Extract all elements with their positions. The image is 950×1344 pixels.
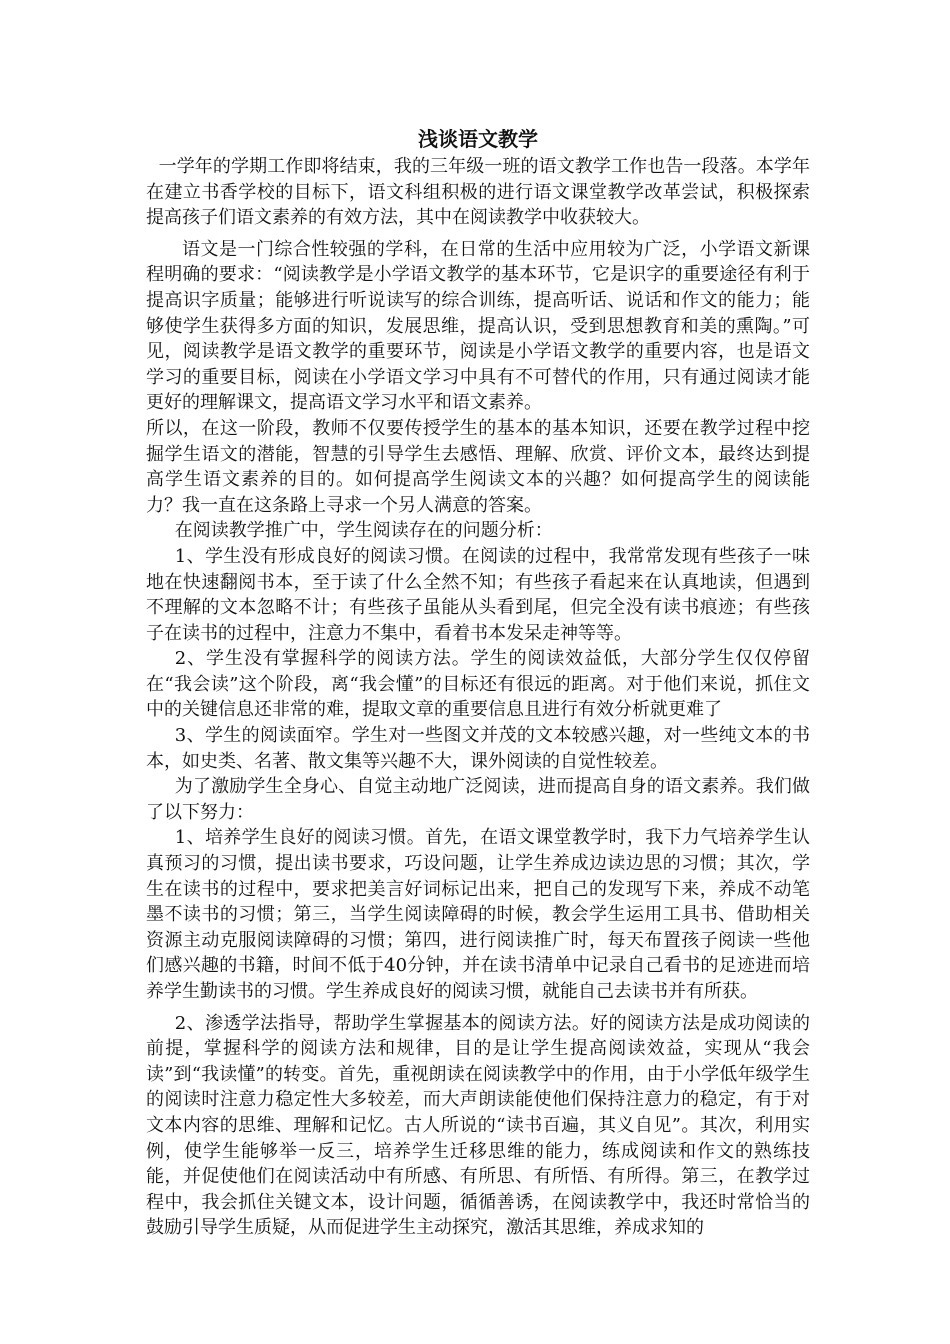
paragraph-effort-1: 1、培养学生良好的阅读习惯。首先，在语文课堂教学时，我下力气培养学生认真预习的习惯，提出读书要求，巧设问题，让学生养成边读边思的习惯；其次，学生在读书的过程中，要求把美言好词标记出来，把自己的发现写下来，养成不动笔墨不读书的习惯；第三，当学生阅读障碍的时候，教会学生运用工具书、借助相关资源主动克服阅读障碍的习惯；第四，进行阅读推广时，每天布置孩子阅读一些他们感兴趣的书籍，时间不低于40分钟，并在读书清单中记录自己看书的足迹进而培养学生勤读书的习惯。学生养成良好的阅读习惯，就能自己去读书并有所获。 — [146, 827, 810, 1002]
paragraph-therefore: 所以，在这一阶段，教师不仅要传授学生的基本的基本知识，还要在教学过程中挖掘学生语文的潜能，智慧的引导学生去感悟、理解、欣赏、评价文本，最终达到提高学生语文素养的目的。如何提高学生阅读文本的兴趣？如何提高学生的阅读能力？我一直在这条路上寻求一个另人满意的答案。 — [146, 417, 810, 516]
paragraph-efforts-intro: 为了激励学生全身心、自觉主动地广泛阅读，进而提高自身的语文素养。我们做了以下努力： — [146, 776, 810, 823]
paragraph-problem-1: 1、学生没有形成良好的阅读习惯。在阅读的过程中，我常常发现有些孩子一味地在快速翻阅书本，至于读了什么全然不知；有些孩子看起来在认真地读，但遇到不理解的文本忽略不计；有些孩子虽能从头看到尾，但完全没有读书痕迹；有些孩子在读书的过程中，注意力不集中，看着书本发呆走神等等。 — [146, 545, 810, 644]
paragraph-curriculum: 语文是一门综合性较强的学科，在日常的生活中应用较为广泛，小学语文新课程明确的要求：“阅读教学是小学语文教学的基本环节，它是识字的重要途径有利于提高识字质量；能够进行听说读写的综合训练，提高听话、说话和作文的能力；能够使学生获得多方面的知识，发展思维，提高认识，受到思想教育和美的熏陶。”可见，阅读教学是语文教学的重要环节，阅读是小学语文教学的重要内容，也是语文学习的重要目标，阅读在小学语文学习中具有不可替代的作用，只有通过阅读才能更好的理解课文，提高语文学习水平和语文素养。 — [146, 238, 810, 414]
paragraph-effort-2: 2、渗透学法指导，帮助学生掌握基本的阅读方法。好的阅读方法是成功阅读的前提，掌握科学的阅读方法和规律，目的是让学生提高阅读效益，实现从“我会读”到“我读懂”的转变。首先，重视朗读在阅读教学中的作用，由于小学低年级学生的阅读时注意力稳定性大多较差，而大声朗读能使他们保持注意力的稳定，有于对文本内容的思维、理解和记忆。古人所说的“读书百遍，其义自见”。其次，利用实例，使学生能够举一反三，培养学生迁移思维的能力，练成阅读和作文的熟练技能，并促使他们在阅读活动中有所感、有所思、有所悟、有所得。第三，在教学过程中，我会抓住关键文本，设计问题，循循善诱，在阅读教学中，我还时常恰当的鼓励引导学生质疑，从而促进学生主动探究，激活其思维，养成求知的 — [146, 1012, 810, 1239]
paragraph-problem-2: 2、学生没有掌握科学的阅读方法。学生的阅读效益低，大部分学生仅仅停留在“我会读”这个阶段，离“我会懂”的目标还有很远的距离。对于他们来说，抓住文中的关键信息还非常的难，提取文章的重要信息且进行有效分析就更难了 — [146, 648, 810, 721]
paragraph-problem-intro: 在阅读教学推广中，学生阅读存在的问题分析： — [174, 520, 553, 542]
paragraph-problem-3: 3、学生的阅读面窄。学生对一些图文并茂的文本较感兴趣，对一些纯文本的书本，如史类、名著、散文集等兴趣不大，课外阅读的自觉性较差。 — [146, 725, 810, 772]
document-title: 浅谈语文教学 — [418, 127, 538, 151]
paragraph-intro: 一学年的学期工作即将结束，我的三年级一班的语文教学工作也告一段落。本学年在建立书香学校的目标下，语文科组积极的进行语文课堂教学改革尝试，积极探索提高孩子们语文素养的有效方法，其中在阅读教学中收获较大。 — [146, 156, 810, 229]
document-page — [146, 124, 810, 1241]
